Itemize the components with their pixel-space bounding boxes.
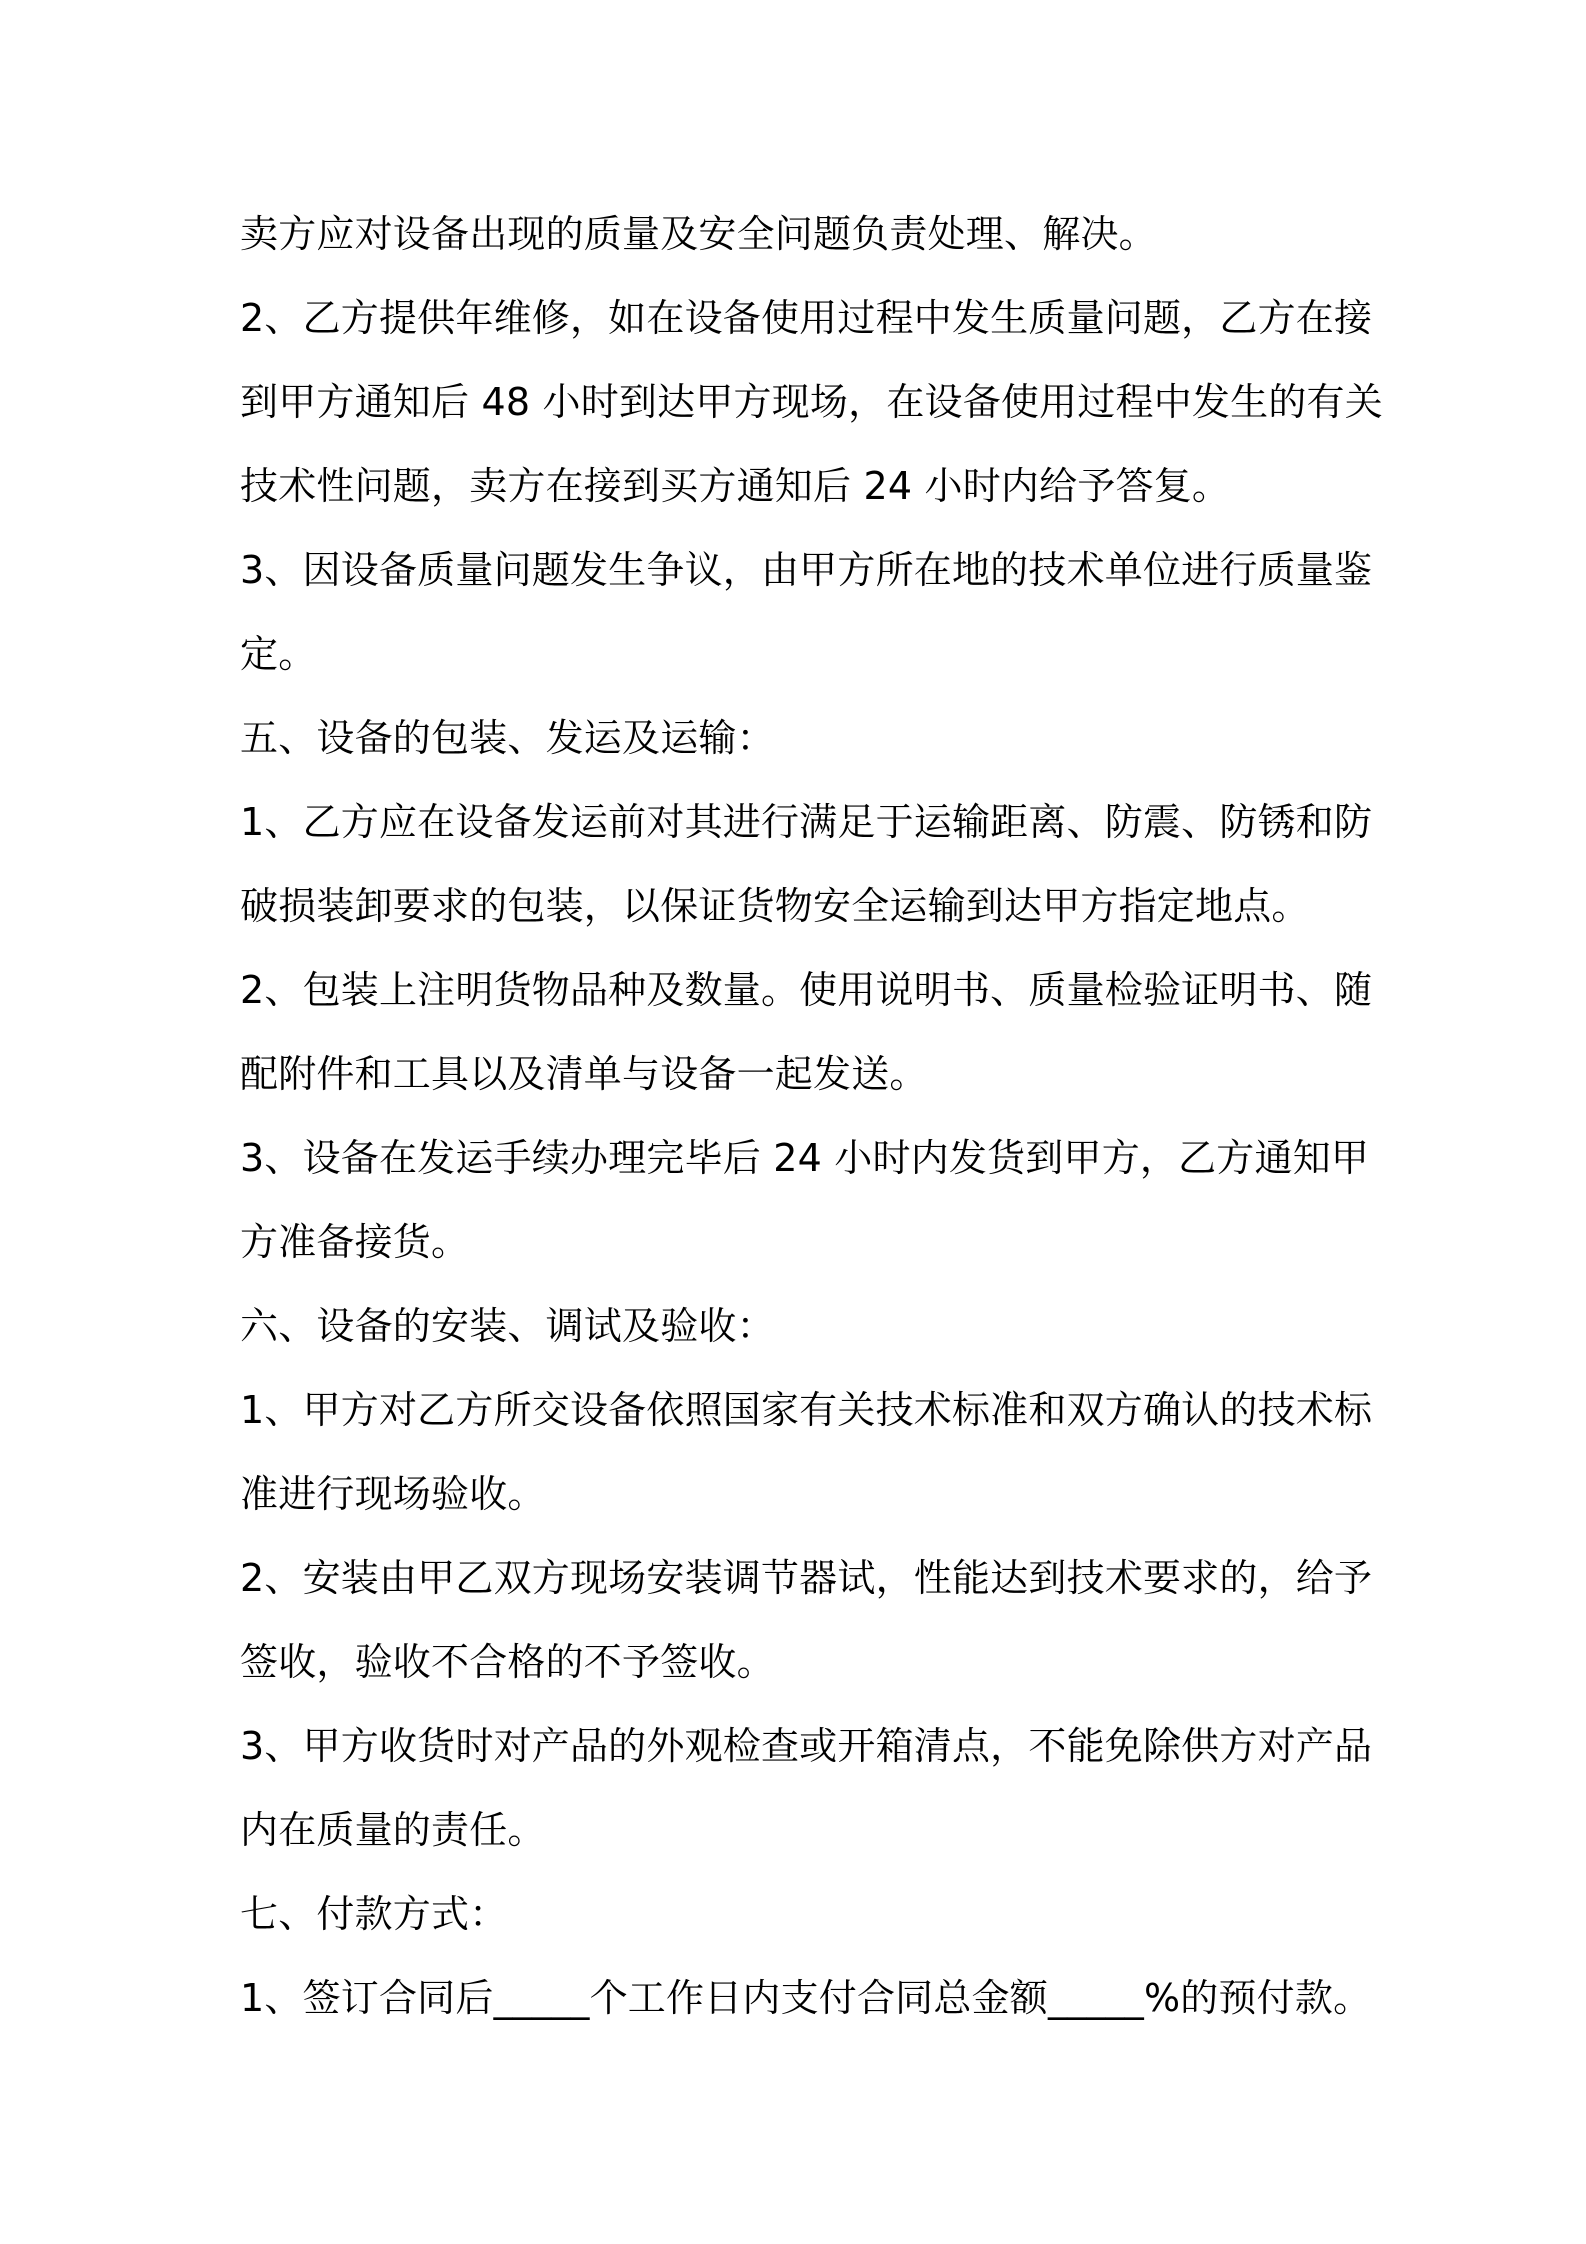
text-line: 内在质量的责任。: [240, 1808, 546, 1852]
text-line: 破损装卸要求的包装，以保证货物安全运输到达甲方指定地点。: [240, 884, 1310, 928]
text-line: 2、乙方提供年维修，如在设备使用过程中发生质量问题，乙方在接: [240, 296, 1373, 340]
text-line: 准进行现场验收。: [240, 1472, 546, 1516]
text-line: 1、甲方对乙方所交设备依照国家有关技术标准和双方确认的技术标: [240, 1388, 1373, 1432]
text-line: 定。: [240, 632, 317, 676]
text-line: 方准备接货。: [240, 1220, 470, 1264]
text-line: 3、因设备质量问题发生争议，由甲方所在地的技术单位进行质量鉴: [240, 548, 1373, 592]
text-line: 1、签订合同后_____个工作日内支付合同总金额_____%的预付款。: [240, 1976, 1372, 2020]
document-body: [240, 192, 1383, 2040]
text-line: 2、包装上注明货物品种及数量。使用说明书、质量检验证明书、随: [240, 968, 1373, 1012]
text-line: 3、设备在发运手续办理完毕后 24 小时内发货到甲方，乙方通知甲: [240, 1136, 1370, 1180]
text-line: 到甲方通知后 48 小时到达甲方现场，在设备使用过程中发生的有关: [240, 380, 1383, 424]
text-line: 2、安装由甲乙双方现场安装调节器试，性能达到技术要求的，给予: [240, 1556, 1373, 1600]
text-line: 3、甲方收货时对产品的外观检查或开箱清点，不能免除供方对产品: [240, 1724, 1373, 1768]
text-line: 签收，验收不合格的不予签收。: [240, 1640, 775, 1684]
section-heading: 五、设备的包装、发运及运输：: [240, 716, 775, 760]
section-heading: 六、设备的安装、调试及验收：: [240, 1304, 775, 1348]
text-line: 卖方应对设备出现的质量及安全问题负责处理、解决。: [240, 212, 1157, 256]
text-line: 技术性问题，卖方在接到买方通知后 24 小时内给予答复。: [240, 464, 1231, 508]
section-heading: 七、付款方式：: [240, 1892, 508, 1936]
text-line: 1、乙方应在设备发运前对其进行满足于运输距离、防震、防锈和防: [240, 800, 1373, 844]
text-line: 配附件和工具以及清单与设备一起发送。: [240, 1052, 928, 1096]
